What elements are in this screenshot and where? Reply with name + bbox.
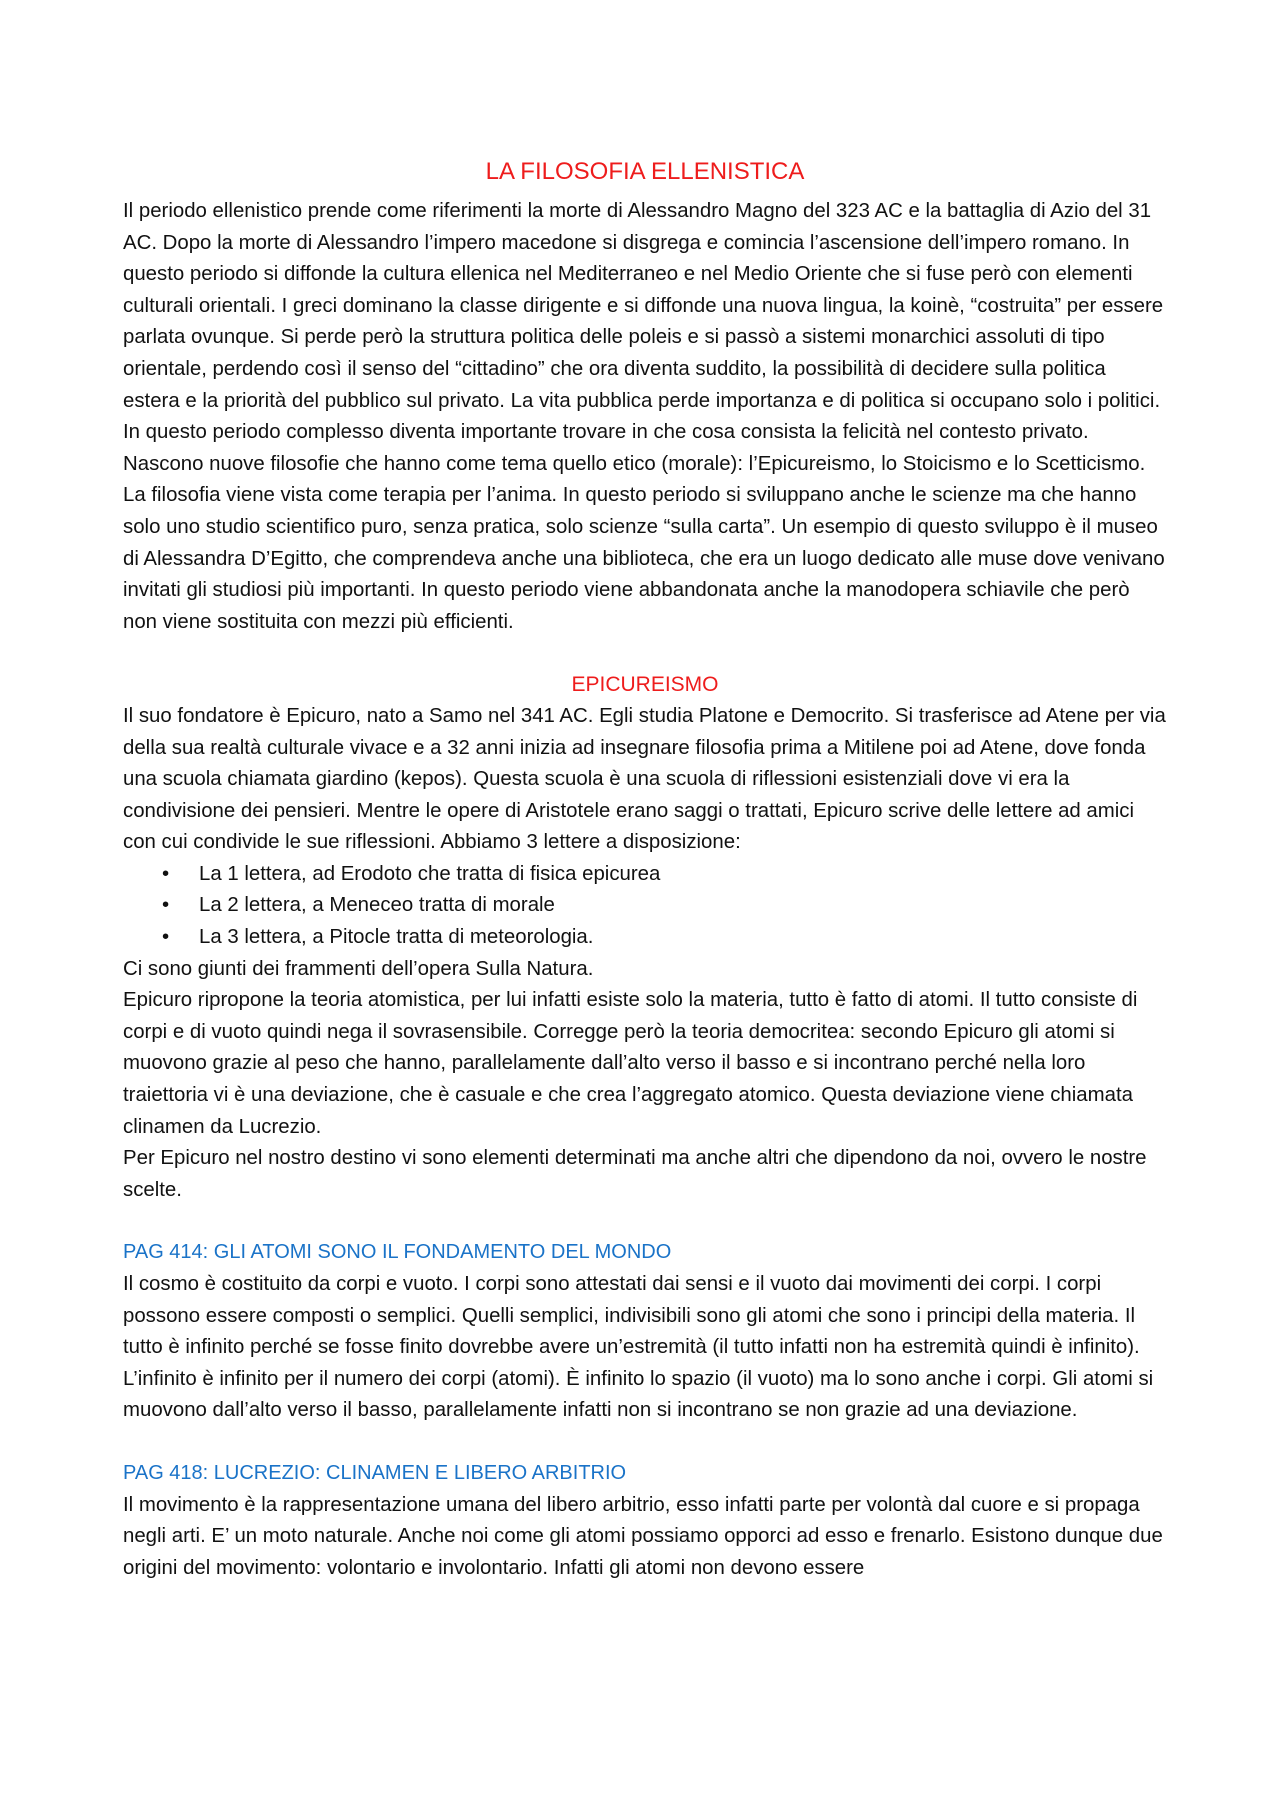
list-item-text: La 1 lettera, ad Erodoto che tratta di fisica epicurea xyxy=(199,862,661,885)
sub-heading-pag-418: PAG 418: LUCREZIO: CLINAMEN E LIBERO ARBITRIO xyxy=(123,1461,627,1484)
intro-paragraph-1: Il periodo ellenistico prende come riferimenti la morte di Alessandro Magno del 323 AC e la battaglia di Azio del 31 AC. Dopo la morte di Alessandro l’impero macedone si disgrega e comincia l’ascensione dell’impero romano. In questo periodo si diffonde la cultura ellenica nel Mediterraneo e nel Medio Oriente che si fuse però con elementi culturali orientali. I greci dominano la classe dirigente e si diffonde una nuova lingua, la koinè, “costruita” per essere parlata ovunque. Si perde però la struttura politica delle poleis e si passò a sistemi monarchici assoluti di tipo orientale, perdendo così il senso del “cittadino” che ora diventa suddito, la possibilità di decidere sulla politica estera e la priorità del pubblico sul privato. La vita pubblica perde importanza e di politica si occupano solo i politici. xyxy=(123,200,1164,412)
list-item-text: La 2 lettera, a Meneceo tratta di morale xyxy=(199,894,555,917)
list-item xyxy=(123,922,1167,954)
list-item xyxy=(123,890,1167,922)
bullet-icon: • xyxy=(162,862,170,885)
pag-414-paragraph: Il cosmo è costituito da corpi e vuoto. I corpi sono attestati dai sensi e il vuoto dai movimenti dei corpi. I corpi possono essere composti o semplici. Quelli semplici, indivisibili sono gli atomi che sono i principi della materia. Il tutto è infinito perché se fosse finito dovrebbe avere un’estremità (il tutto infatti non ha estremità quindi è infinito). L’infinito è infinito per il numero dei corpi (atomi). È infinito lo spazio (il vuoto) ma lo sono anche i corpi. Gli atomi si muovono dall’alto verso il basso, parallelamente infatti non si incontrano se non grazie ad una deviazione. xyxy=(123,1273,1154,1422)
section-title-epicureismo: EPICUREISMO xyxy=(571,673,719,697)
epicureismo-paragraph-3: Epicuro ripropone la teoria atomistica, per lui infatti esiste solo la materia, tutto è fatto di atomi. Il tutto consiste di corpi e di vuoto quindi nega il sovrasensibile. Corregge però la teoria democritea: secondo Epicuro gli atomi si muovono grazie al peso che hanno, parallelamente dall’alto verso il basso e si incontrano perché nella loro traiettoria vi è una deviazione, che è casuale e che crea l’aggregato atomico. Questa deviazione viene chiamata clinamen da Lucrezio. xyxy=(123,989,1138,1138)
document-title: LA FILOSOFIA ELLENISTICA xyxy=(485,158,805,185)
pag-418-paragraph: Il movimento è la rappresentazione umana del libero arbitrio, esso infatti parte per volontà dal cuore e si propaga negli arti. E’ un moto naturale. Anche noi come gli atomi possiamo opporci ad esso e frenarlo. Esistono dunque due origini del movimento: volontario e involontario. Infatti gli atomi non devono essere xyxy=(123,1493,1163,1579)
epicureismo-paragraph-4: Per Epicuro nel nostro destino vi sono elementi determinati ma anche altri che dipendono da noi, ovvero le nostre scelte. xyxy=(123,1147,1147,1201)
list-item xyxy=(123,859,1167,891)
document-body xyxy=(123,152,1167,1584)
epicureismo-paragraph-2: Ci sono giunti dei frammenti dell’opera Sulla Natura. xyxy=(123,957,594,980)
bullet-icon: • xyxy=(162,894,170,917)
list-item-text: La 3 lettera, a Pitocle tratta di meteorologia. xyxy=(199,926,594,949)
letters-list xyxy=(123,859,1167,954)
sub-heading-pag-414: PAG 414: GLI ATOMI SONO IL FONDAMENTO DEL MONDO xyxy=(123,1241,672,1264)
bullet-icon: • xyxy=(162,926,170,949)
intro-paragraph-2: In questo periodo complesso diventa importante trovare in che cosa consista la felicità nel contesto privato. Nascono nuove filosofie che hanno come tema quello etico (morale): l’Epicureismo, lo Stoicismo e lo Scetticismo. La filosofia viene vista come terapia per l’anima. In questo periodo si sviluppano anche le scienze ma che hanno solo uno studio scientifico puro, senza pratica, solo scienze “sulla carta”. Un esempio di questo sviluppo è il museo di Alessandra D’Egitto, che comprendeva anche una biblioteca, che era un luogo dedicato alle muse dove venivano invitati gli studiosi più importanti. In questo periodo viene abbandonata anche la manodopera schiavile che però non viene sostituita con mezzi più efficienti. xyxy=(123,421,1165,633)
epicureismo-paragraph-1: Il suo fondatore è Epicuro, nato a Samo nel 341 AC. Egli studia Platone e Democrito. Si trasferisce ad Atene per via della sua realtà culturale vivace e a 32 anni inizia ad insegnare filosofia prima a Mitilene poi ad Atene, dove fonda una scuola chiamata giardino (kepos). Questa scuola è una scuola di riflessioni esistenziali dove vi era la condivisione dei pensieri. Mentre le opere di Aristotele erano saggi o trattati, Epicuro scrive delle lettere ad amici con cui condivide le sue riflessioni. Abbiamo 3 lettere a disposizione: xyxy=(123,704,1166,854)
